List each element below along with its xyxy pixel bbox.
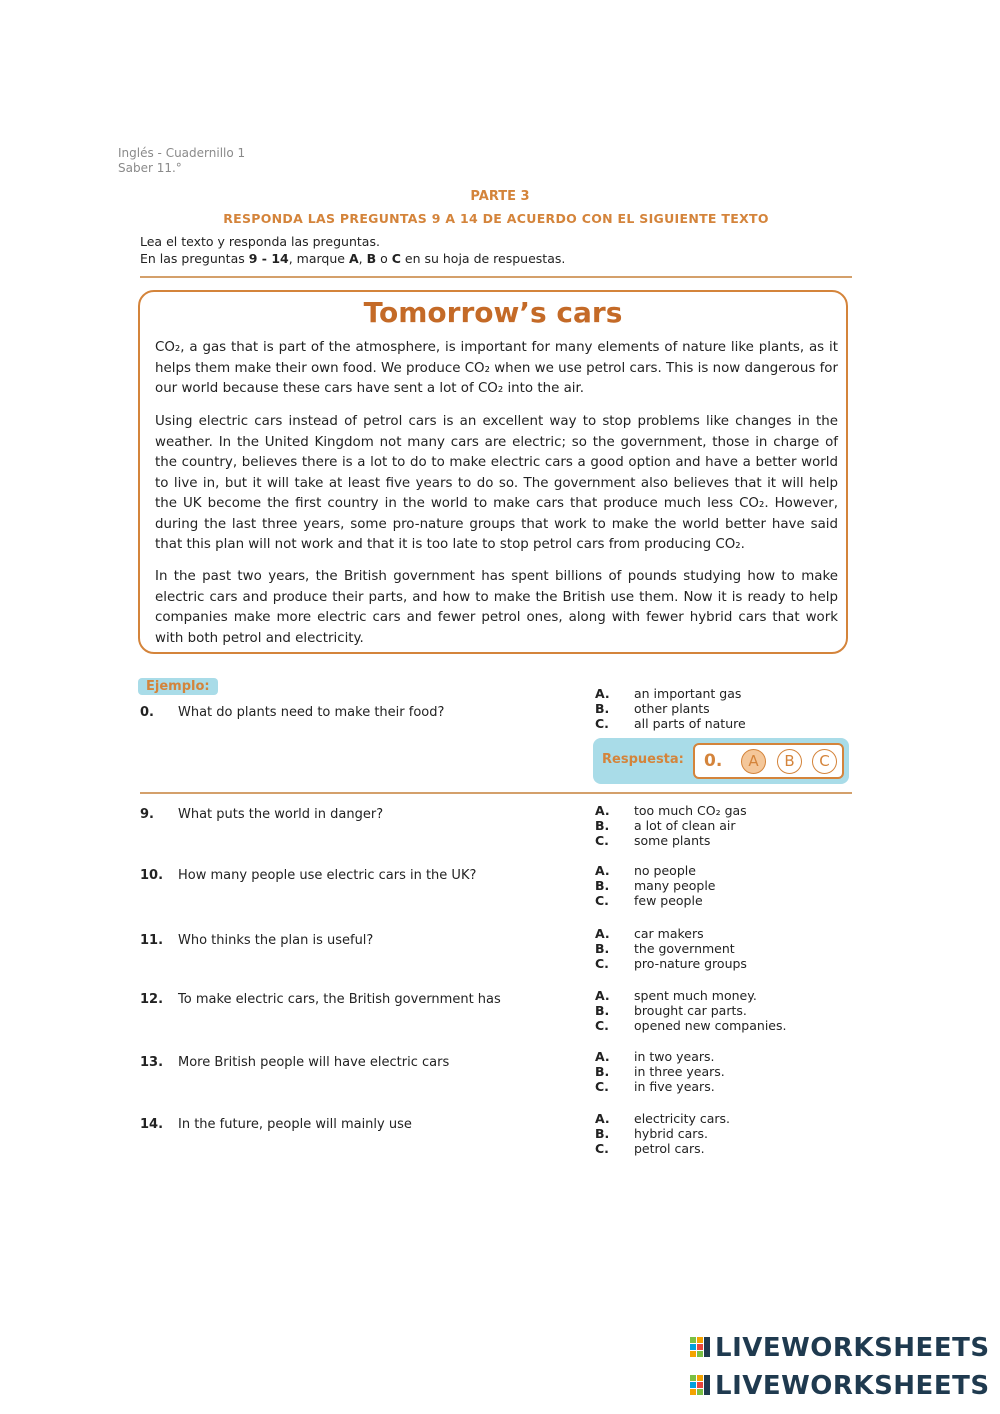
option-letter: A. [595,1111,610,1126]
instruction-letter-a: A [348,251,359,266]
liveworksheets-watermark [690,1371,990,1401]
question-number: 10. [140,868,164,883]
option-letter: C. [595,1018,609,1033]
instruction-line-2 [140,251,565,266]
example-option-letter: B. [595,701,610,716]
option-text: some plants [634,833,711,848]
watermark-text: LIVEWORKSHEETS [715,1333,990,1363]
option-letter: C. [595,1079,609,1094]
option-text: electricity cars. [634,1111,731,1126]
option-text: many people [634,878,716,893]
reading-paragraph-2: Using electric cars instead of petrol cars is an excellent way to stop problems like changes in the weather. In the United Kingdom not many cars are electric; so the government, those in charge of the country, believes there is a lot to do to make electric cars a good option and have a better world to live in, but it will take at least five years to do so. The government also believes that it will help the UK become the first country in the world to make cars that produce much less CO₂. However, during the last three years, some pro-nature groups that work to make the world better have said that this plan will not work and that it is too late to stop petrol cars from producing CO₂. [155,414,838,552]
liveworksheets-logo-icon [690,1337,712,1359]
option-letter: A. [595,1049,610,1064]
answer-bubble-c: C [812,749,837,774]
option-letter: A. [595,803,610,818]
option-text: in two years. [634,1049,715,1064]
reading-paragraph-3: In the past two years, the British government has spent billions of pounds studying how to make electric cars and produce their parts, and how to make the British use them. Now it is ready to help companies make more electric cars and fewer petrol ones, along with fewer hybrid cars that work with both petrol and electricity. [155,569,838,646]
instruction-suffix: en su hoja de respuestas. [400,251,566,266]
option-letter: A. [595,863,610,878]
instruction-range: 9 - 14 [248,251,289,266]
question-number: 12. [140,992,164,1007]
example-option-text: other plants [634,701,710,716]
option-text: the government [634,941,735,956]
option-text: brought car parts. [634,1003,747,1018]
example-option-letter: C. [595,716,609,731]
option-text: few people [634,893,703,908]
example-option-letter: A. [595,686,610,701]
instruction-line-1: Lea el texto y responda las preguntas. [140,234,380,249]
reading-title: Tomorrow’s cars [363,296,623,329]
example-option-text: an important gas [634,686,742,701]
option-letter: B. [595,941,610,956]
question-text: In the future, people will mainly use [178,1117,412,1132]
example-option-text: all parts of nature [634,716,746,731]
example-answer-number: 0. [704,751,723,771]
option-text: hybrid cars. [634,1126,708,1141]
option-letter: B. [595,1064,610,1079]
option-text: opened new companies. [634,1018,787,1033]
question-number: 9. [140,807,154,822]
option-letter: B. [595,878,610,893]
option-letter: C. [595,956,609,971]
section-heading: RESPONDA LAS PREGUNTAS 9 A 14 DE ACUERDO CON EL SIGUIENTE TEXTO [223,211,769,226]
option-text: no people [634,863,696,878]
instruction-comma: , [358,251,367,266]
question-text: Who thinks the plan is useful? [178,933,374,948]
header-subject: Inglés - Cuadernillo 1 [118,146,246,160]
question-text: To make electric cars, the British government has [178,992,501,1007]
question-number: 13. [140,1055,164,1070]
option-letter: B. [595,818,610,833]
divider-questions [140,792,852,794]
liveworksheets-watermark [690,1333,990,1363]
option-letter: C. [595,893,609,908]
instruction-o: o [376,251,392,266]
instruction-prefix: En las preguntas [140,251,249,266]
question-text: What puts the world in danger? [178,807,384,822]
option-letter: A. [595,926,610,941]
option-text: spent much money. [634,988,757,1003]
reading-paragraph-1: CO₂, a gas that is part of the atmosphere, is important for many elements of nature like plants, as it helps them make their own food. We produce CO₂ when we use petrol cars. This is now dangerous for our world because these cars have sent a lot of CO₂ into the air. [155,340,838,396]
option-text: a lot of clean air [634,818,736,833]
option-text: car makers [634,926,704,941]
question-text: How many people use electric cars in the UK? [178,868,477,883]
example-question: What do plants need to make their food? [178,705,445,720]
option-text: too much CO₂ gas [634,803,747,818]
part-title: PARTE 3 [470,189,530,204]
instruction-letter-c: C [391,251,401,266]
option-letter: A. [595,988,610,1003]
option-letter: B. [595,1003,610,1018]
option-text: pro-nature groups [634,956,747,971]
option-text: in five years. [634,1079,715,1094]
header-level: Saber 11.° [118,161,182,175]
question-number: 14. [140,1117,164,1132]
option-letter: C. [595,833,609,848]
watermark-text: LIVEWORKSHEETS [715,1371,990,1401]
example-tag: Ejemplo: [138,678,218,695]
option-text: petrol cars. [634,1141,705,1156]
liveworksheets-logo-icon [690,1375,712,1397]
example-number: 0. [140,705,154,720]
question-number: 11. [140,933,164,948]
answer-bubble-b: B [777,749,802,774]
instruction-mid: , marque [288,251,349,266]
option-letter: B. [595,1126,610,1141]
example-answer-label: Respuesta: [602,752,684,767]
instruction-letter-b: B [366,251,377,266]
divider-top [140,276,852,278]
option-text: in three years. [634,1064,725,1079]
option-letter: C. [595,1141,609,1156]
question-text: More British people will have electric cars [178,1055,450,1070]
answer-bubble-a-selected: A [741,749,766,774]
